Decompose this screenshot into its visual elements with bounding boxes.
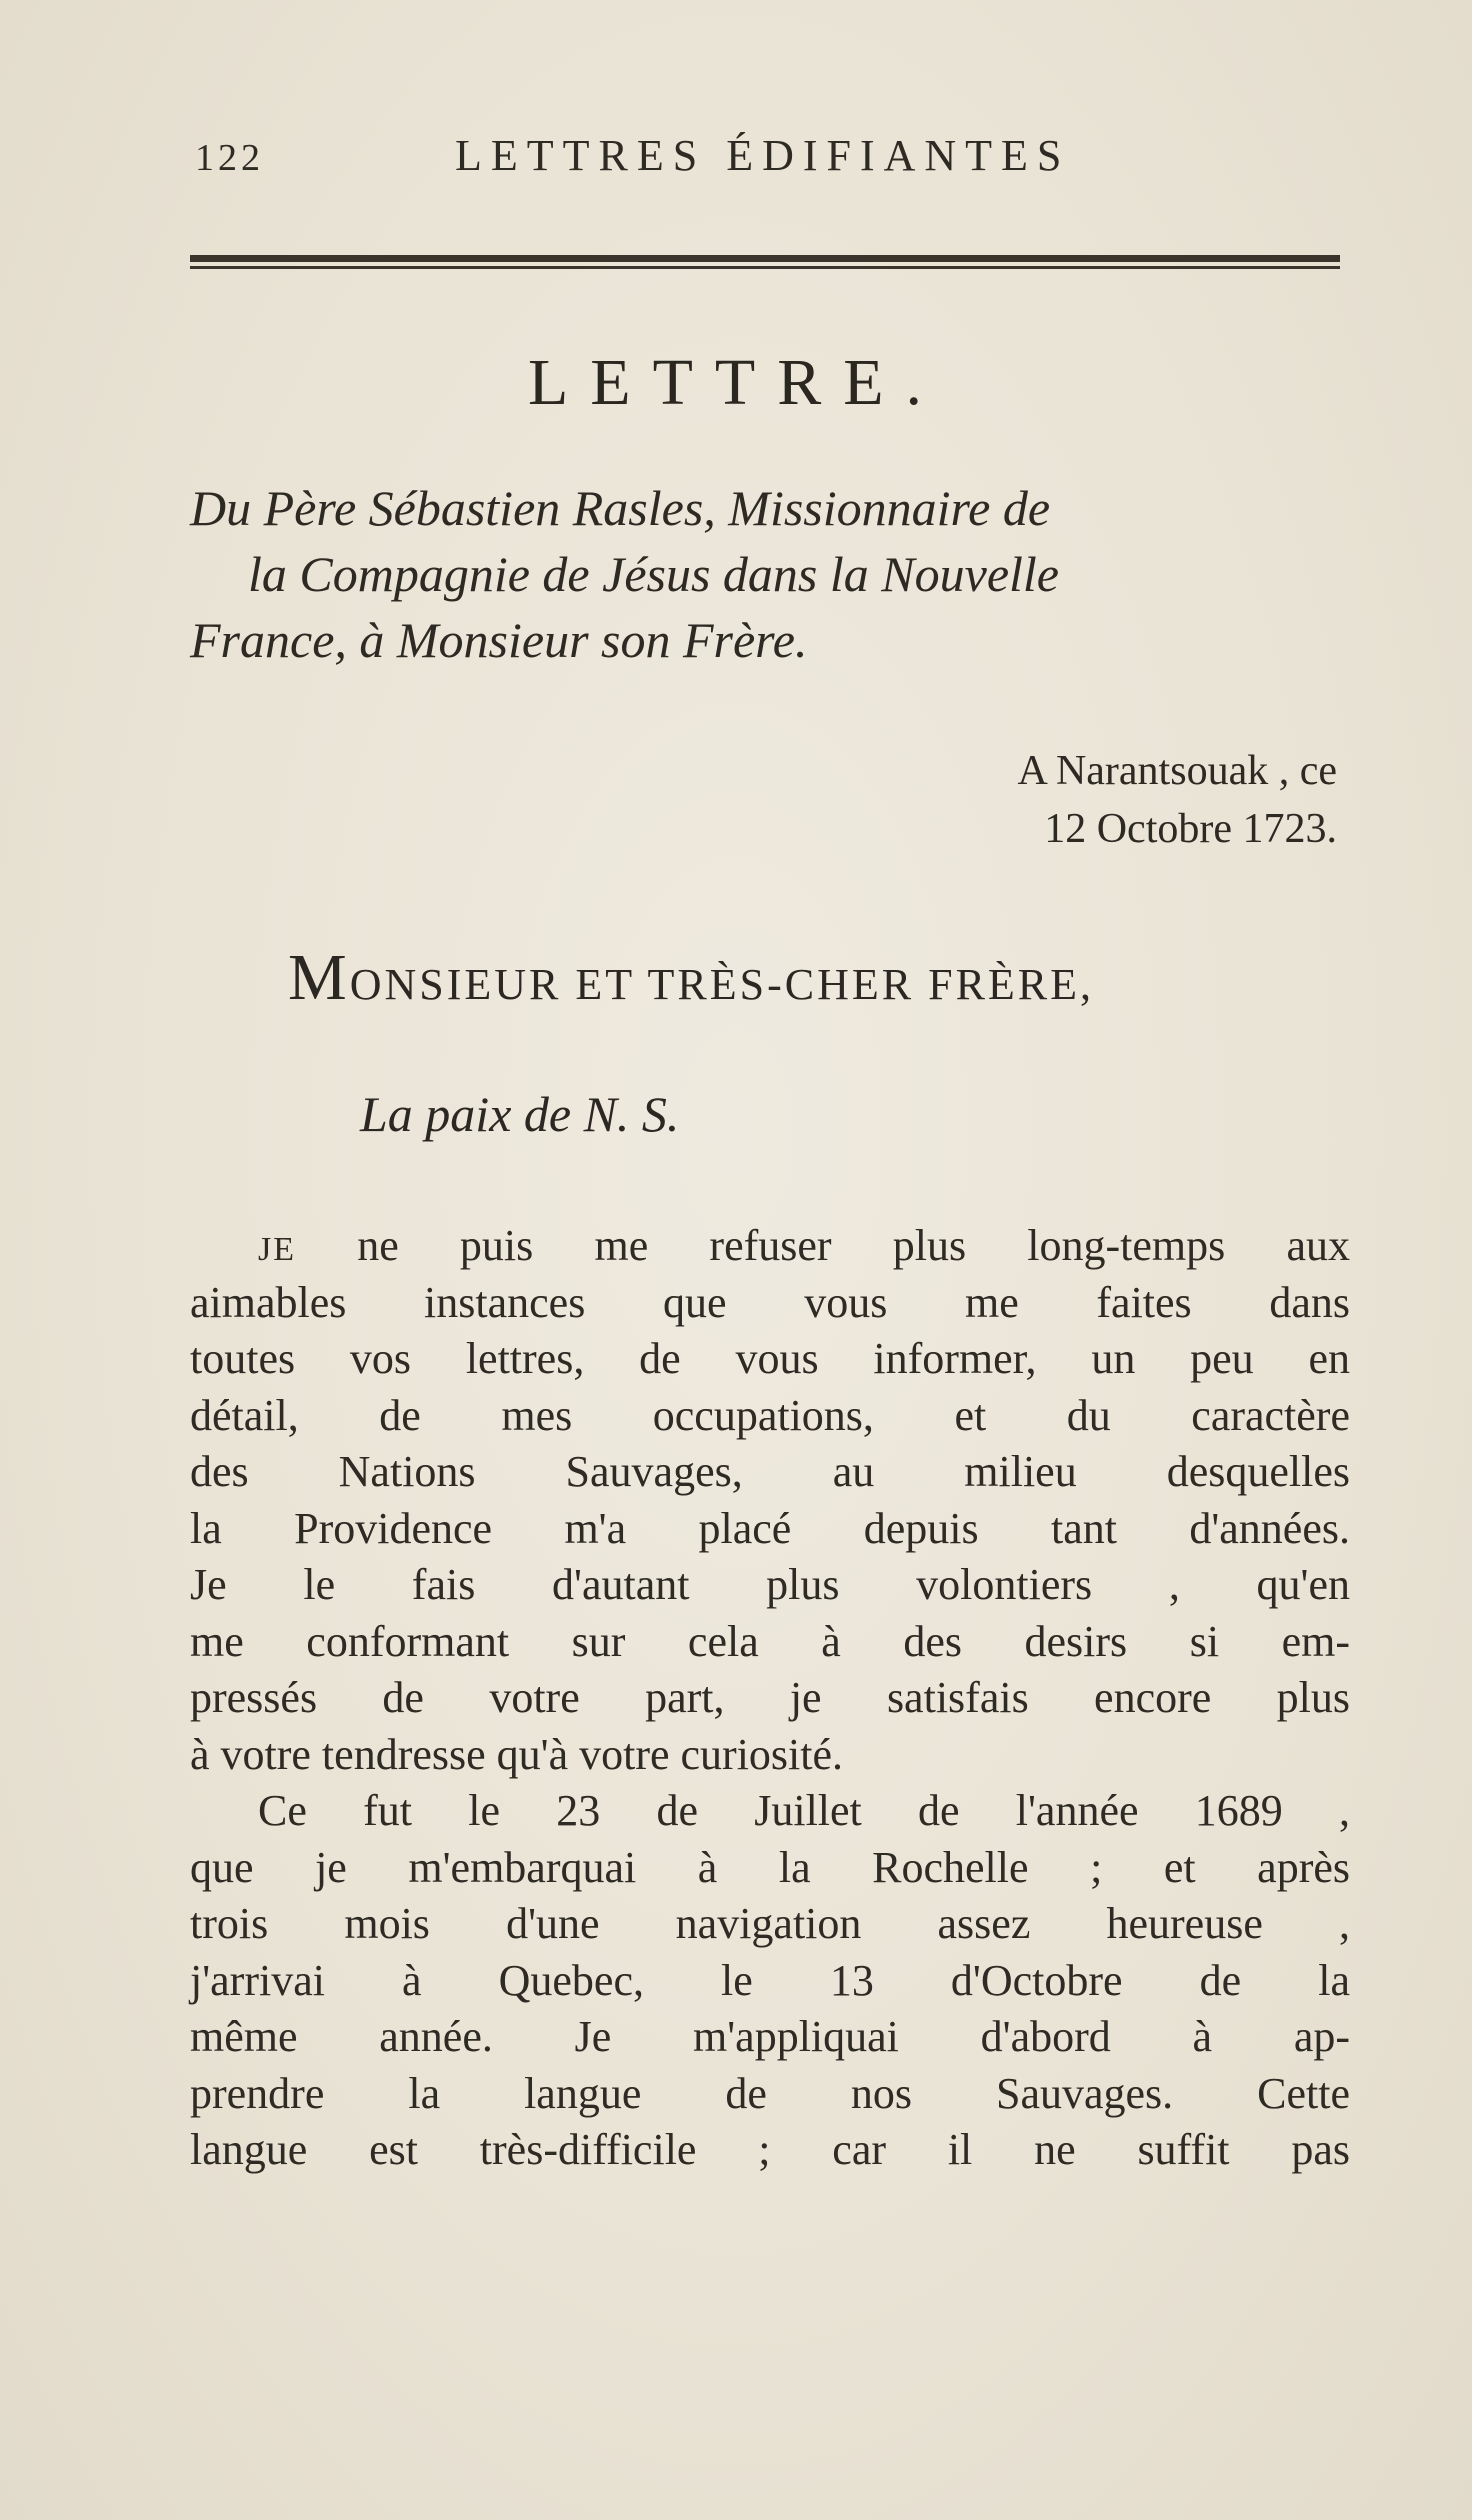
page-number: 122 bbox=[195, 137, 264, 179]
text-line: aimables instances que vous me faites dans bbox=[190, 1277, 1350, 1327]
text-line bbox=[190, 1218, 1350, 1275]
body-text bbox=[190, 1218, 1350, 2179]
text-line: me conformant sur cela à des desirs si em- bbox=[190, 1616, 1350, 1666]
letter-subtitle bbox=[190, 475, 1370, 673]
salutation-rest: ONSIEUR ET TRÈS-CHER FRÈRE, bbox=[349, 960, 1095, 1009]
text-line: Ce fut le 23 de Juillet de l'année 1689 , bbox=[258, 1786, 1350, 1835]
text-line: pressés de votre part, je satisfais encore plus bbox=[190, 1673, 1350, 1722]
letter-title: LETTRE. bbox=[527, 346, 945, 419]
salutation bbox=[288, 940, 1094, 1016]
salutation-initial: M bbox=[288, 941, 350, 1014]
page-header bbox=[195, 130, 1095, 190]
text-line: j'arrivai à Quebec, le 13 d'Octobre de la bbox=[190, 1955, 1350, 2005]
text-line: que je m'embarquai à la Rochelle ; et après bbox=[190, 1842, 1350, 1892]
subtitle-line: France, à Monsieur son Frère. bbox=[190, 612, 808, 668]
text-line: à votre tendresse qu'à votre curiosité. bbox=[190, 1729, 844, 1779]
text-line: des Nations Sauvages, au milieu desquelles bbox=[190, 1447, 1350, 1496]
running-title: LETTRES ÉDIFIANTES bbox=[455, 131, 1071, 180]
text-line: toutes vos lettres, de vous informer, un peu en bbox=[190, 1334, 1350, 1383]
text-line: trois mois d'une navigation assez heureuse , bbox=[190, 1899, 1350, 1948]
text-line: la Providence m'a placé depuis tant d'années. bbox=[190, 1503, 1350, 1553]
text-line: même année. Je m'appliquai d'abord à ap- bbox=[190, 2012, 1350, 2061]
text-line: prendre la langue de nos Sauvages. Cette bbox=[190, 2068, 1350, 2118]
dateline bbox=[777, 742, 1337, 858]
subtitle-line: la Compagnie de Jésus dans la Nouvelle bbox=[248, 546, 1059, 602]
dateline-date: 12 Octobre 1723. bbox=[1044, 806, 1337, 852]
header-rule bbox=[190, 255, 1340, 269]
text-line-rest: ne puis me refuser plus long-temps aux bbox=[296, 1221, 1350, 1270]
drop-initial: JE bbox=[258, 1231, 296, 1268]
text-line: langue est très-difficile ; car il ne suffit pas bbox=[190, 2125, 1350, 2174]
subtitle-line: Du Père Sébastien Rasles, Missionnaire de bbox=[190, 480, 1051, 536]
text-line: détail, de mes occupations, et du caractère bbox=[190, 1390, 1350, 1440]
text-line: Je le fais d'autant plus volontiers , qu'en bbox=[190, 1560, 1350, 1609]
greeting: La paix de N. S. bbox=[360, 1086, 680, 1142]
dateline-place: A Narantsouak , ce bbox=[1017, 748, 1337, 794]
